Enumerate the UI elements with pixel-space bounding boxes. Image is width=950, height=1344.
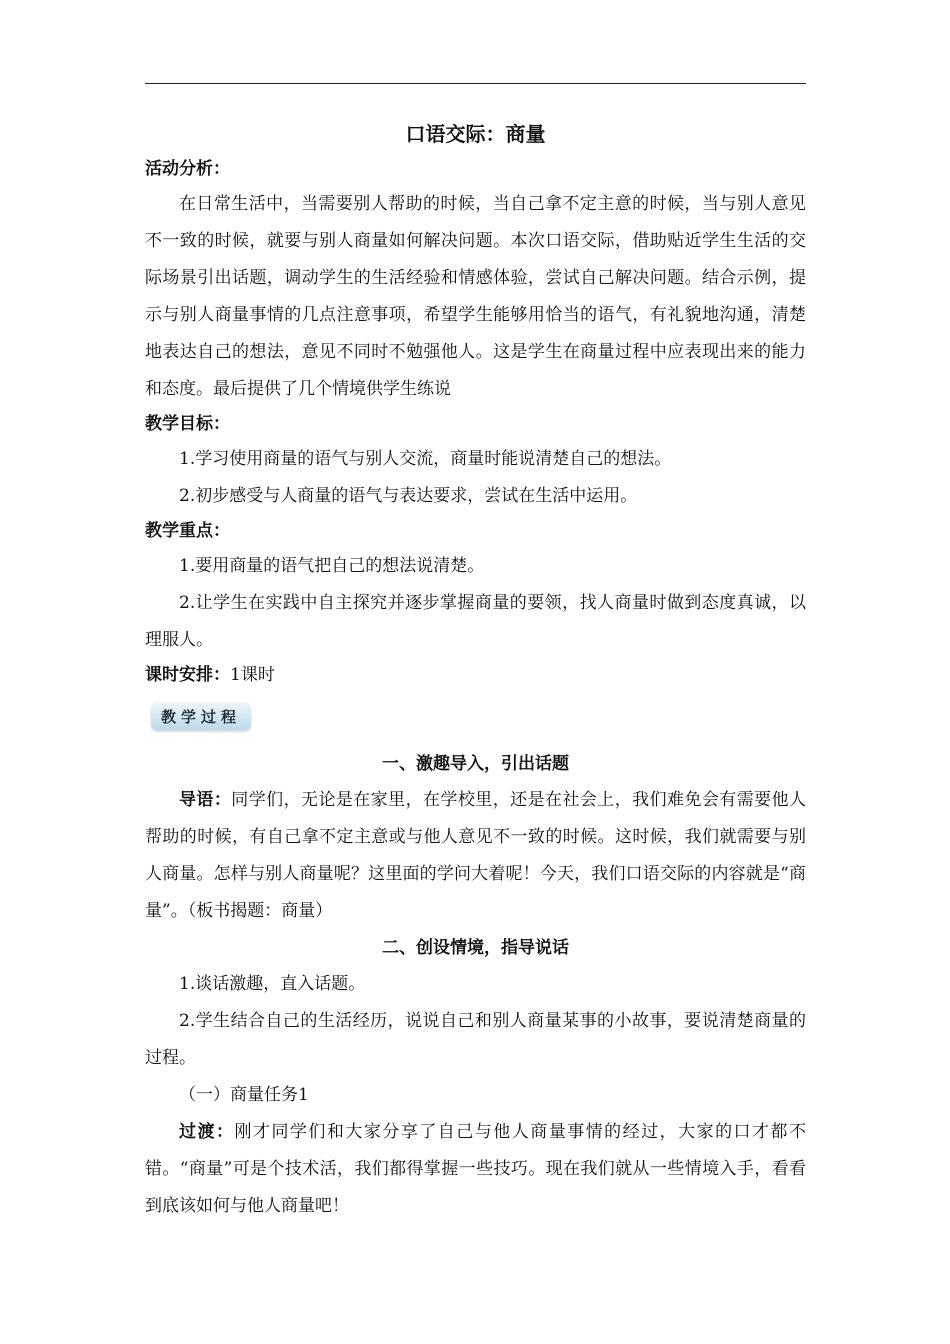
process-badge-row xyxy=(145,692,806,746)
header-rule xyxy=(145,83,806,84)
teaching-goal-item: 1.学习使用商量的语气与别人交流，商量时能说清楚自己的想法。 xyxy=(179,449,672,469)
schedule-line xyxy=(145,659,806,692)
activity-analysis-heading: 活动分析： xyxy=(145,159,230,179)
transition-label: 过渡： xyxy=(179,1122,235,1142)
section-2-heading: 二、创设情境，指导说话 xyxy=(382,938,569,958)
intro-text: 同学们，无论是在家里，在学校里，还是在社会上，我们难免会有需要他人帮助的时候，有自己拿不定主意或与他人意见不一致的时候。这时候，我们就需要与别人商量。怎样与别人商量呢？这里面的学问大着呢！今天，我们口语交际的内容就是“商量”。（板书揭题：商量） xyxy=(145,790,807,921)
key-point-item: 2.让学生在实践中自主探究并逐步掌握商量的要领，找人商量时做到态度真诚，以理服人。 xyxy=(145,593,806,650)
task-heading: （一）商量任务1 xyxy=(179,1085,309,1105)
document-title: 口语交际：商量 xyxy=(405,122,546,146)
intro-label: 导语： xyxy=(179,790,232,810)
key-points-heading: 教学重点： xyxy=(145,521,230,541)
schedule-label: 课时安排： xyxy=(145,665,230,685)
process-badge: 教学过程 xyxy=(151,702,251,730)
transition-text: 刚才同学们和大家分享了自己与他人商量事情的经过，大家的口才都不错。“商量”可是个技术活，我们都得掌握一些技巧。现在我们就从一些情境入手，看看到底该如何与他人商量吧！ xyxy=(145,1122,807,1216)
section-1-heading: 一、激趣导入，引出话题 xyxy=(382,754,569,774)
section-2-item: 2.学生结合自己的生活经历，说说自己和别人商量某事的小故事，要说清楚商量的过程。 xyxy=(145,1011,806,1068)
key-point-item: 1.要用商量的语气把自己的想法说清楚。 xyxy=(179,556,485,576)
section-1-intro xyxy=(145,782,806,930)
section-2-item: 1.谈话激趣，直入话题。 xyxy=(179,974,366,994)
schedule-value: 1课时 xyxy=(230,665,275,685)
document-body xyxy=(145,118,806,1225)
transition-paragraph xyxy=(145,1114,806,1225)
teaching-goal-item: 2.初步感受与人商量的语气与表达要求，尝试在生活中运用。 xyxy=(179,486,638,506)
activity-analysis-text: 在日常生活中，当需要别人帮助的时候，当自己拿不定主意的时候，当与别人意见不一致的时候，就要与别人商量如何解决问题。本次口语交际，借助贴近学生生活的交际场景引出话题，调动学生的生活经验和情感体验，尝试自己解决问题。结合示例，提示与别人商量事情的几点注意事项，希望学生能够用恰当的语气，有礼貌地沟通，清楚地表达自己的想法，意见不同时不勉强他人。这是学生在商量过程中应表现出来的能力和态度。最后提供了几个情境供学生练说 xyxy=(145,194,806,399)
teaching-goals-heading: 教学目标： xyxy=(145,414,230,434)
